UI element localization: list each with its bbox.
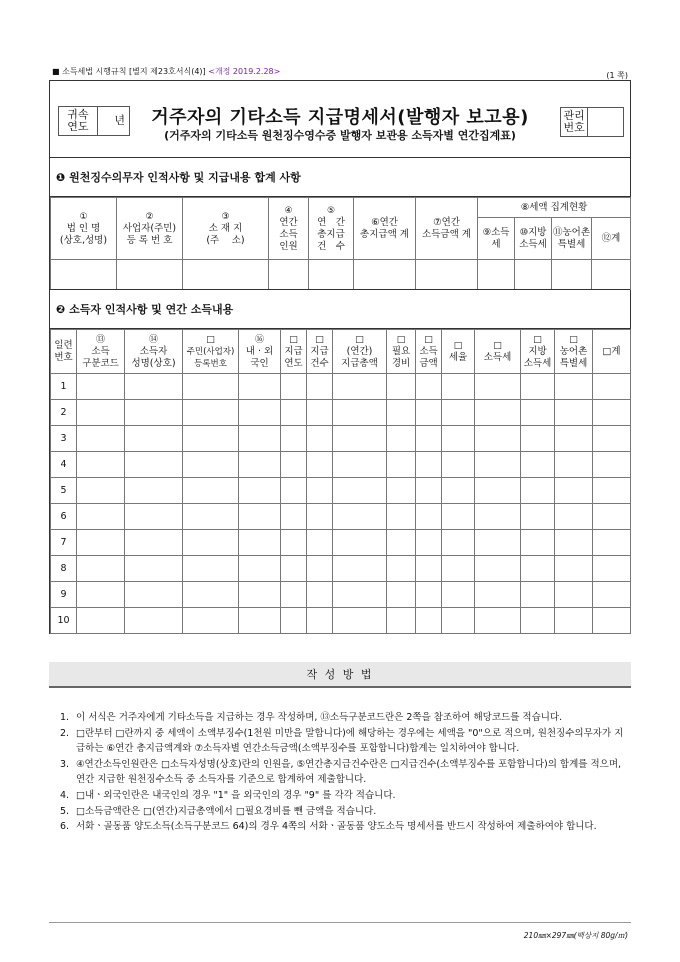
table-cell[interactable]: [521, 426, 555, 452]
s2-col-code: ⑬ 소득 구분코드: [77, 330, 125, 374]
table-cell[interactable]: [442, 452, 475, 478]
table-cell[interactable]: [333, 556, 387, 582]
row-number: 9: [51, 582, 77, 608]
table-cell[interactable]: [281, 608, 307, 634]
table-cell[interactable]: [475, 504, 521, 530]
table-cell[interactable]: [442, 530, 475, 556]
paper-spec: 210㎜×297㎜(백상지 80g/㎡): [523, 931, 628, 940]
table-cell[interactable]: [521, 504, 555, 530]
table-cell[interactable]: [183, 478, 239, 504]
table-cell[interactable]: [416, 504, 442, 530]
table-cell[interactable]: [307, 400, 333, 426]
table-cell[interactable]: [475, 478, 521, 504]
table-cell[interactable]: [442, 556, 475, 582]
s1-input[interactable]: [416, 260, 478, 290]
section1-table: [50, 197, 631, 290]
table-row: [51, 582, 631, 608]
table-cell[interactable]: [521, 400, 555, 426]
table-cell[interactable]: [183, 530, 239, 556]
row-number: 1: [51, 374, 77, 400]
row-number: 5: [51, 478, 77, 504]
row-number: 2: [51, 400, 77, 426]
table-cell[interactable]: [183, 374, 239, 400]
mgmt-label: 관리 번호: [561, 108, 588, 136]
table-cell[interactable]: [442, 400, 475, 426]
table-cell[interactable]: [333, 374, 387, 400]
table-cell[interactable]: [521, 374, 555, 400]
table-cell[interactable]: [183, 608, 239, 634]
table-cell[interactable]: [307, 582, 333, 608]
s1-input[interactable]: [354, 260, 416, 290]
table-cell[interactable]: [125, 400, 183, 426]
method-item-number: 5.: [60, 805, 70, 817]
s1-input[interactable]: [309, 260, 354, 290]
page-count: (1 쪽): [606, 71, 628, 80]
table-cell[interactable]: [239, 608, 281, 634]
table-cell[interactable]: [239, 478, 281, 504]
s2-col-income-tax: □ 소득세: [475, 330, 521, 374]
table-cell[interactable]: [555, 504, 593, 530]
table-cell[interactable]: [77, 478, 125, 504]
section2-rows: [50, 373, 631, 634]
table-cell[interactable]: [593, 582, 631, 608]
table-cell[interactable]: [475, 452, 521, 478]
table-cell[interactable]: [333, 478, 387, 504]
table-cell[interactable]: [475, 608, 521, 634]
table-row: [51, 400, 631, 426]
table-cell[interactable]: [239, 374, 281, 400]
table-cell[interactable]: [521, 608, 555, 634]
table-cell[interactable]: [77, 504, 125, 530]
table-cell[interactable]: [281, 400, 307, 426]
s1-input[interactable]: [478, 260, 515, 290]
method-item: [60, 710, 628, 726]
row-number: 3: [51, 426, 77, 452]
table-cell[interactable]: [475, 556, 521, 582]
s1-col-5: ⑤ 연 간 총지급 건 수: [309, 198, 354, 260]
s1-input[interactable]: [515, 260, 552, 290]
s2-col-income: □ 소득 금액: [416, 330, 442, 374]
table-cell[interactable]: [475, 374, 521, 400]
table-cell[interactable]: [239, 556, 281, 582]
form: [49, 80, 631, 634]
table-cell[interactable]: [387, 504, 416, 530]
table-cell[interactable]: [416, 530, 442, 556]
method-item-text: ④연간소득인원란은 □소득자성명(상호)란의 인원을, ⑤연간총지급건수란은 □지급건수(소액부징수를 포함합니다)의 합계를 적으며, 연간 지급한 원천징수소득 중 소득자를 기준으로 합계하여 제출합니다.: [76, 758, 622, 786]
table-row: [51, 452, 631, 478]
s2-col-rural-tax: □ 농어촌 특별세: [555, 330, 593, 374]
s2-col-nationality: ⑯ 내 · 외 국인: [239, 330, 281, 374]
table-cell[interactable]: [416, 426, 442, 452]
table-cell[interactable]: [307, 530, 333, 556]
table-row: [51, 504, 631, 530]
table-row: [51, 608, 631, 634]
method-item-number: 6.: [60, 821, 70, 833]
footer-divider: [49, 922, 631, 923]
s2-col-rate: □ 세율: [442, 330, 475, 374]
table-cell[interactable]: [416, 452, 442, 478]
table-cell[interactable]: [387, 582, 416, 608]
method-item-number: 4.: [60, 789, 70, 801]
table-cell[interactable]: [281, 556, 307, 582]
table-row: [51, 530, 631, 556]
s2-col-regno: □ 주민(사업자) 등록번호: [183, 330, 239, 374]
year-input[interactable]: 년: [114, 114, 125, 127]
table-cell[interactable]: [183, 582, 239, 608]
table-cell[interactable]: [593, 478, 631, 504]
method-item: [60, 819, 628, 835]
row-number: 10: [51, 608, 77, 634]
table-cell[interactable]: [442, 478, 475, 504]
method-item-text: □내ㆍ외국인란은 내국인의 경우 "1" 을 외국인의 경우 "9" 를 각각 적습니다.: [76, 789, 396, 801]
section1-heading: ❶ 원천징수의무자 인적사항 및 지급내용 합계 사항: [50, 157, 630, 197]
form-subtitle: (거주자의 기타소득 원천징수영수증 발행자 보관용 소득자별 연간집계표): [164, 129, 516, 142]
method-item: [60, 788, 628, 804]
table-cell[interactable]: [416, 374, 442, 400]
s1-input[interactable]: [51, 260, 117, 290]
table-cell[interactable]: [333, 400, 387, 426]
section2-heading: ❷ 소득자 인적사항 및 연간 소득내용: [50, 289, 630, 329]
table-cell[interactable]: [239, 582, 281, 608]
table-cell[interactable]: [281, 374, 307, 400]
table-cell[interactable]: [77, 608, 125, 634]
table-cell[interactable]: [125, 374, 183, 400]
s1-col-6: ⑥연간 총지급액 계: [354, 198, 416, 260]
table-cell[interactable]: [77, 374, 125, 400]
year-label: 귀속 연도: [59, 107, 98, 135]
table-cell[interactable]: [183, 452, 239, 478]
method-item-number: 1.: [60, 712, 70, 723]
row-number: 7: [51, 530, 77, 556]
table-cell[interactable]: [125, 504, 183, 530]
table-cell[interactable]: [333, 452, 387, 478]
regulation-header: [52, 66, 280, 77]
table-cell[interactable]: [77, 452, 125, 478]
table-cell[interactable]: [555, 400, 593, 426]
table-cell[interactable]: [593, 504, 631, 530]
table-cell[interactable]: [239, 452, 281, 478]
method-item: [60, 804, 628, 820]
table-cell[interactable]: [77, 556, 125, 582]
form-title: 거주자의 기타소득 지급명세서(발행자 보고용): [151, 107, 529, 128]
s1-col-4: ④ 연간 소득 인원: [269, 198, 309, 260]
table-cell[interactable]: [442, 374, 475, 400]
s1-col-2: ② 사업자(주민) 등 록 번 호: [117, 198, 183, 260]
method-item-text: 이 서식은 거주자에게 기타소득을 지급하는 경우 작성하며, ⑬소득구분코드란은 2쪽을 참조하여 해당코드를 적습니다.: [76, 712, 563, 723]
table-cell[interactable]: [281, 530, 307, 556]
table-cell[interactable]: [475, 426, 521, 452]
s1-col-7: ⑦연간 소득금액 계: [416, 198, 478, 260]
table-cell[interactable]: [387, 452, 416, 478]
row-number: 8: [51, 556, 77, 582]
table-cell[interactable]: [555, 426, 593, 452]
s2-col-sum: □계: [593, 330, 631, 374]
s2-col-name: ⑭ 소득자 성명(상호): [125, 330, 183, 374]
table-cell[interactable]: [475, 530, 521, 556]
table-row: [51, 374, 631, 400]
table-cell[interactable]: [77, 582, 125, 608]
row-number: 4: [51, 452, 77, 478]
regulation-text: ■ 소득세법 시행규칙 [별지 제23호서식(4)]: [52, 67, 206, 76]
s1-input[interactable]: [117, 260, 183, 290]
table-cell[interactable]: [521, 582, 555, 608]
table-cell[interactable]: [77, 400, 125, 426]
table-cell[interactable]: [442, 426, 475, 452]
s2-col-seq: 일련 번호: [51, 330, 77, 374]
table-cell[interactable]: [555, 582, 593, 608]
s2-col-expense: □ 필요 경비: [387, 330, 416, 374]
table-cell[interactable]: [307, 452, 333, 478]
table-cell[interactable]: [77, 426, 125, 452]
s1-col-3: ③ 소 재 지 (주 소): [183, 198, 269, 260]
table-cell[interactable]: [281, 426, 307, 452]
table-cell[interactable]: [281, 478, 307, 504]
s1-input[interactable]: [269, 260, 309, 290]
s1-tax-col-1: ⑨소득 세: [478, 218, 515, 260]
table-cell[interactable]: [521, 452, 555, 478]
s1-input[interactable]: [183, 260, 269, 290]
table-cell[interactable]: [333, 426, 387, 452]
table-cell[interactable]: [387, 608, 416, 634]
table-cell[interactable]: [555, 478, 593, 504]
mgmt-box: [560, 107, 624, 137]
s2-col-count: □ 지급 건수: [307, 330, 333, 374]
table-cell[interactable]: [125, 426, 183, 452]
s1-tax-col-2: ⑩지방 소득세: [515, 218, 552, 260]
table-cell[interactable]: [125, 478, 183, 504]
table-cell[interactable]: [239, 426, 281, 452]
table-cell[interactable]: [593, 556, 631, 582]
table-cell[interactable]: [475, 582, 521, 608]
table-cell[interactable]: [387, 374, 416, 400]
method-item: [60, 757, 628, 788]
table-row: [51, 478, 631, 504]
revision-text: <개정 2019.2.28>: [208, 67, 281, 76]
s2-col-year: □ 지급 연도: [281, 330, 307, 374]
table-cell[interactable]: [239, 504, 281, 530]
table-cell[interactable]: [307, 608, 333, 634]
table-cell[interactable]: [387, 556, 416, 582]
table-cell[interactable]: [416, 400, 442, 426]
table-cell[interactable]: [416, 582, 442, 608]
table-cell[interactable]: [387, 530, 416, 556]
table-cell[interactable]: [416, 608, 442, 634]
table-cell[interactable]: [125, 530, 183, 556]
table-cell[interactable]: [442, 608, 475, 634]
table-cell[interactable]: [125, 556, 183, 582]
table-cell[interactable]: [307, 504, 333, 530]
table-cell[interactable]: [442, 582, 475, 608]
s2-col-local-tax: □ 지방 소득세: [521, 330, 555, 374]
table-cell[interactable]: [593, 608, 631, 634]
table-cell[interactable]: [333, 582, 387, 608]
method-list: [60, 710, 628, 835]
method-item: [60, 726, 628, 757]
method-item-number: 2.: [60, 727, 70, 739]
s1-input[interactable]: [592, 260, 631, 290]
s1-input[interactable]: [552, 260, 592, 290]
table-cell[interactable]: [307, 556, 333, 582]
table-cell[interactable]: [125, 608, 183, 634]
method-item-number: 3.: [60, 758, 70, 770]
table-cell[interactable]: [281, 582, 307, 608]
table-cell[interactable]: [442, 504, 475, 530]
table-cell[interactable]: [521, 530, 555, 556]
table-cell[interactable]: [183, 504, 239, 530]
table-cell[interactable]: [475, 400, 521, 426]
table-cell[interactable]: [333, 530, 387, 556]
table-cell[interactable]: [593, 426, 631, 452]
table-cell[interactable]: [307, 426, 333, 452]
table-cell[interactable]: [387, 400, 416, 426]
table-cell[interactable]: [239, 530, 281, 556]
s1-col-1: ① 법 인 명 (상호,성명): [51, 198, 117, 260]
table-cell[interactable]: [307, 374, 333, 400]
table-cell[interactable]: [387, 478, 416, 504]
table-cell[interactable]: [125, 452, 183, 478]
title-block: [50, 81, 630, 158]
table-row: [51, 556, 631, 582]
method-item-text: □소득금액란은 □(연간)지급총액에서 □필요경비를 뺀 금액을 적습니다.: [76, 805, 377, 817]
table-cell[interactable]: [183, 556, 239, 582]
table-cell[interactable]: [281, 504, 307, 530]
table-cell[interactable]: [387, 426, 416, 452]
table-cell[interactable]: [333, 608, 387, 634]
table-cell[interactable]: [183, 426, 239, 452]
table-cell[interactable]: [555, 530, 593, 556]
table-cell[interactable]: [77, 530, 125, 556]
table-cell[interactable]: [555, 608, 593, 634]
table-cell[interactable]: [593, 400, 631, 426]
table-cell[interactable]: [555, 556, 593, 582]
s1-tax-group: ⑧세액 집계현황: [478, 198, 631, 218]
table-row: [51, 426, 631, 452]
row-number: 6: [51, 504, 77, 530]
table-cell[interactable]: [555, 452, 593, 478]
mgmt-input[interactable]: [588, 108, 623, 136]
table-cell[interactable]: [239, 400, 281, 426]
table-cell[interactable]: [281, 452, 307, 478]
table-cell[interactable]: [307, 478, 333, 504]
table-cell[interactable]: [555, 374, 593, 400]
table-cell[interactable]: [593, 452, 631, 478]
table-cell[interactable]: [593, 530, 631, 556]
method-item-text: 서화ㆍ골동품 양도소득(소득구분코드 64)의 경우 4쪽의 서화ㆍ골동품 양도소득 명세서를 반드시 작성하여 제출하여야 합니다.: [76, 821, 597, 833]
table-cell[interactable]: [125, 582, 183, 608]
s1-tax-col-4: ⑫계: [592, 218, 631, 260]
table-cell[interactable]: [521, 478, 555, 504]
s1-tax-col-3: ⑪농어촌 특별세: [552, 218, 592, 260]
table-cell[interactable]: [416, 478, 442, 504]
table-cell[interactable]: [416, 556, 442, 582]
table-cell[interactable]: [593, 374, 631, 400]
method-title: 작 성 방 법: [49, 662, 631, 688]
table-cell[interactable]: [333, 504, 387, 530]
s2-col-total: □ (연간) 지급총액: [333, 330, 387, 374]
section2-table: [50, 329, 631, 374]
table-cell[interactable]: [183, 400, 239, 426]
method-item-text: □란부터 □란까지 중 세액이 소액부징수(1천원 미만을 말합니다)에 해당하는 경우에는 세액을 "0"으로 적으며, 원천징수의무자가 지급하는 ⑥연간 총지급액계와 ⑦소득자별 연간소득금액(소액부징수를 포함합니다)합계는 일치하여야 합니다.: [76, 727, 624, 755]
table-cell[interactable]: [521, 556, 555, 582]
